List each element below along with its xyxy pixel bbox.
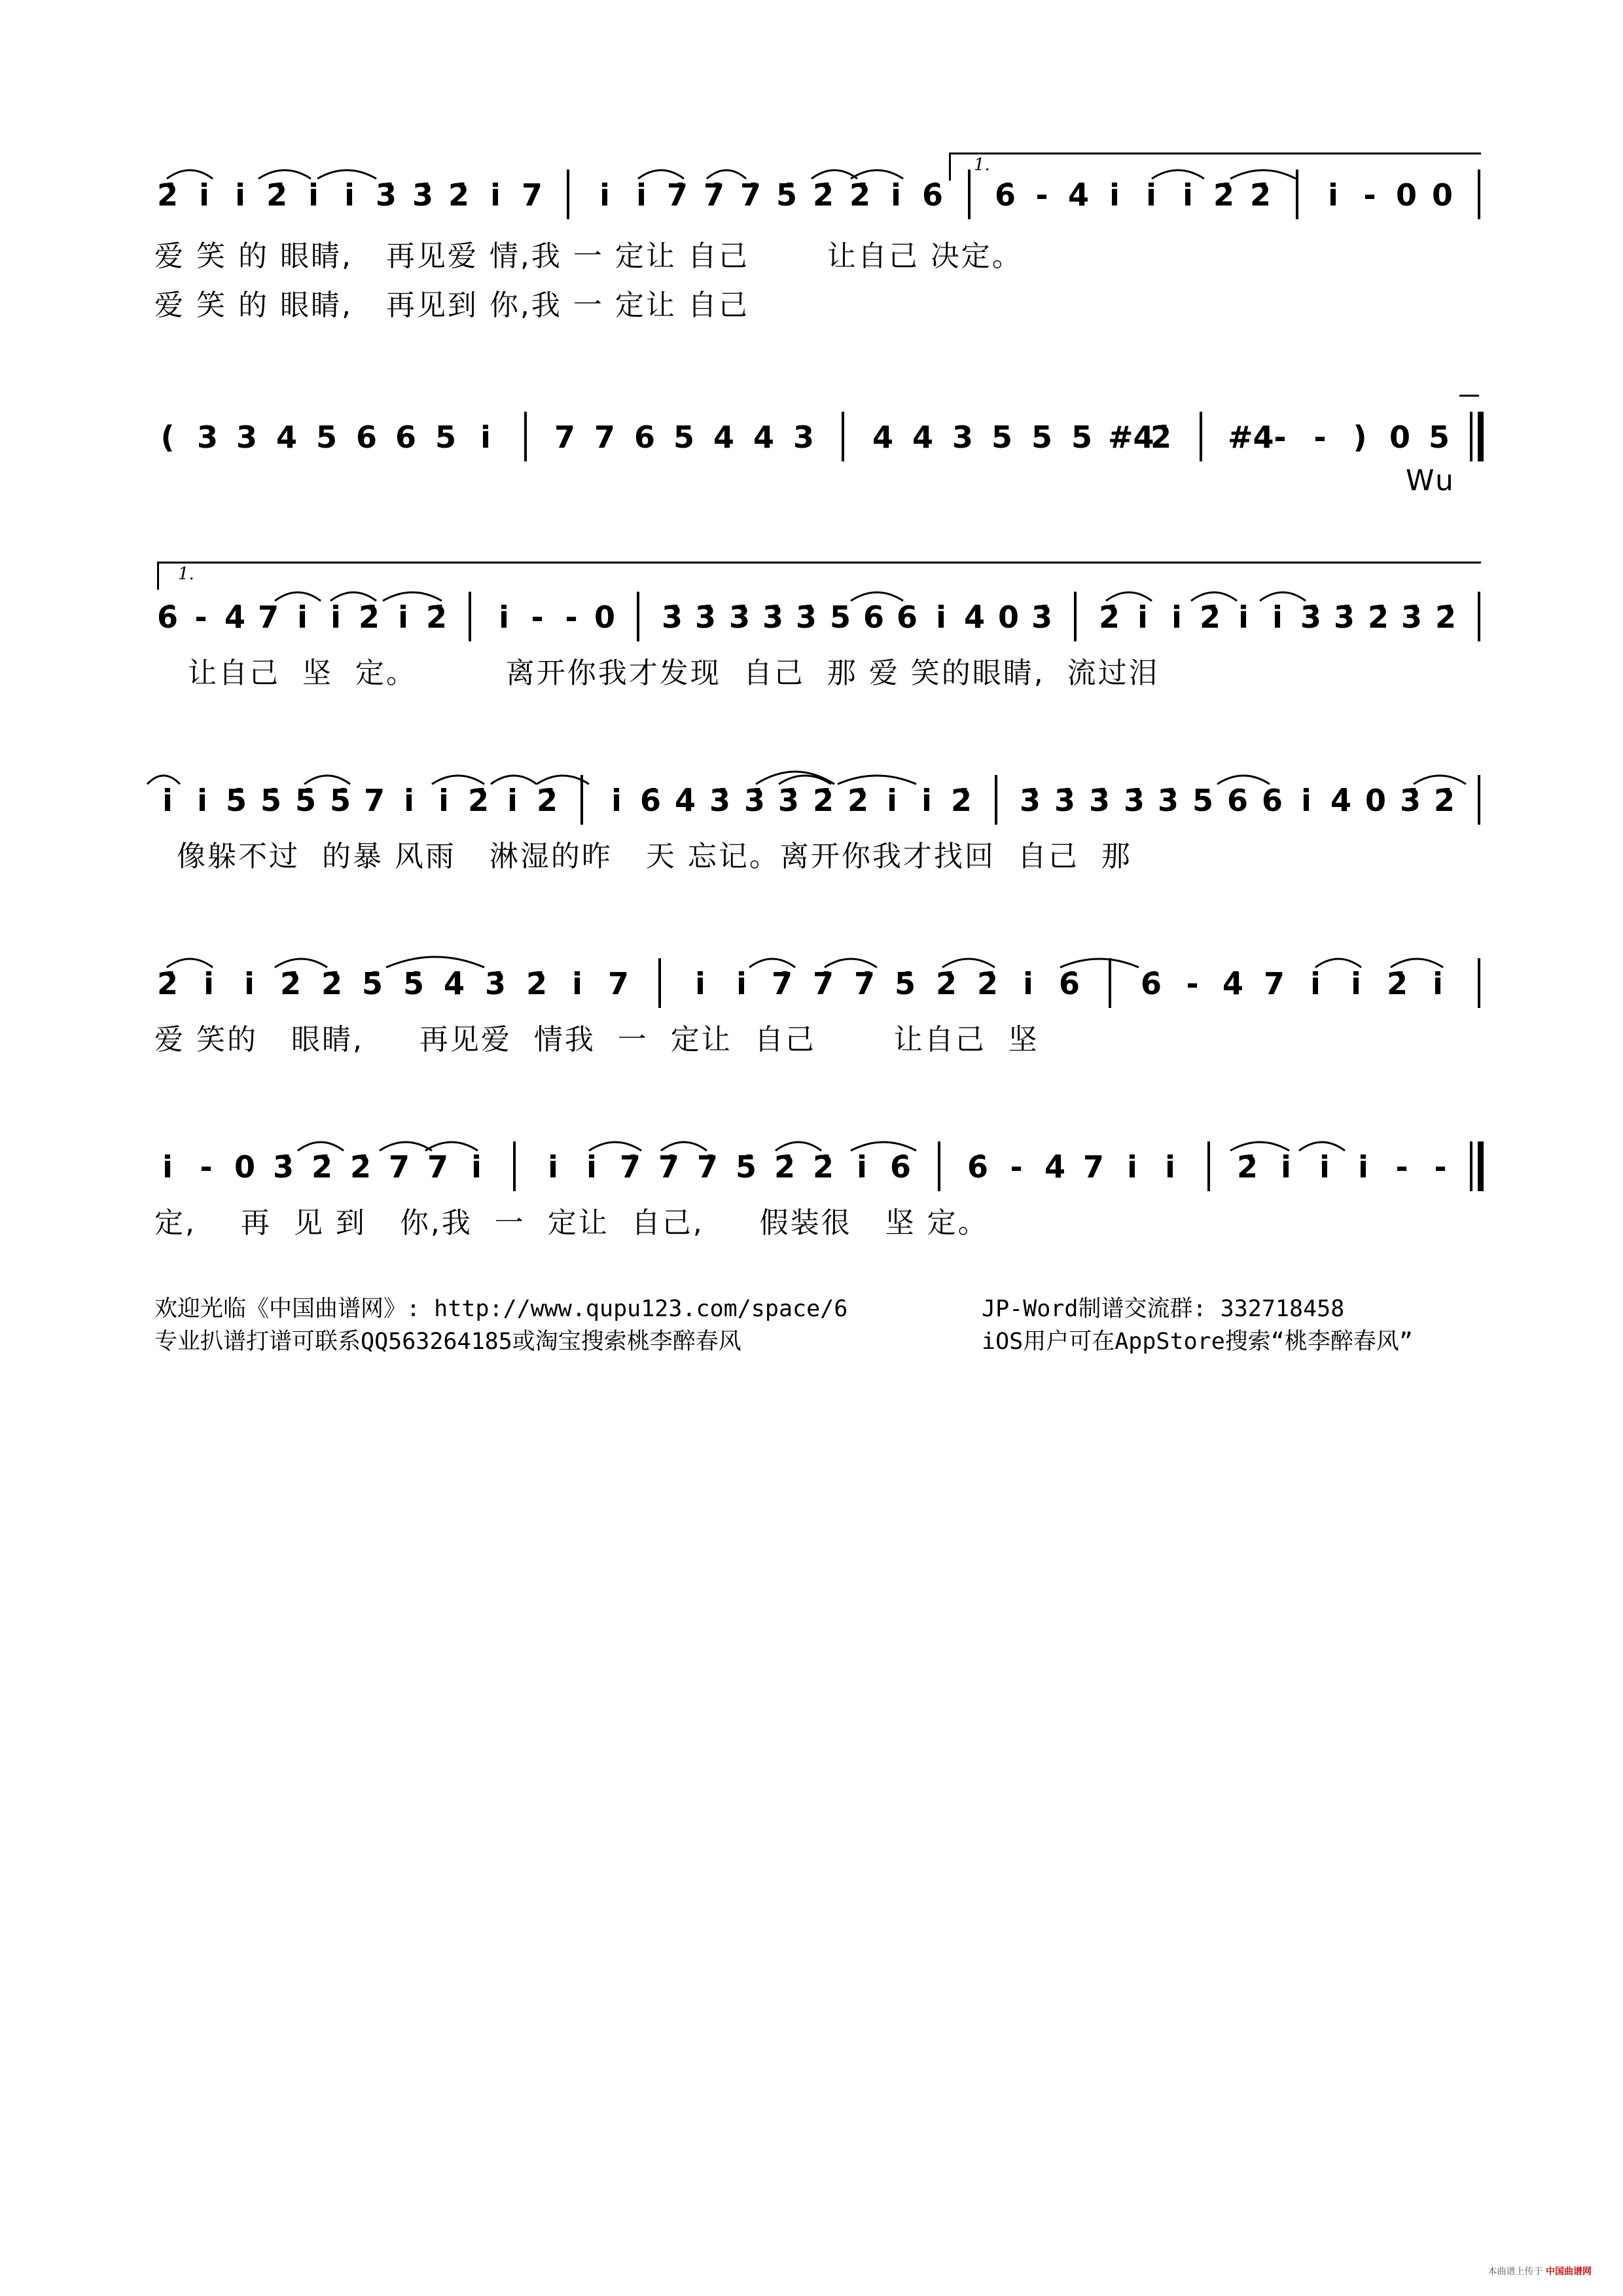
note: 7̇ — [771, 966, 793, 1001]
note: 2̇ — [1386, 966, 1408, 1001]
note: 6 — [355, 420, 377, 455]
note: 5 — [1031, 420, 1052, 455]
note: i̇ — [1433, 966, 1443, 1001]
note: - — [531, 600, 544, 635]
note: 6̇ — [1058, 966, 1080, 1001]
note: i̇ — [235, 177, 245, 213]
note: 2̇ — [279, 966, 301, 1001]
note: i̇ — [1272, 600, 1283, 635]
note: 6 — [896, 600, 918, 635]
note: 7̇ — [703, 177, 724, 213]
note: 4̇ — [1044, 1149, 1065, 1185]
note: 0 — [234, 1149, 255, 1185]
note: 6̇ — [921, 177, 943, 213]
note: i̇ — [548, 1149, 558, 1185]
note: 2̇ — [536, 783, 558, 818]
note: 5̇ — [776, 177, 797, 213]
note: 2̇ — [526, 966, 547, 1001]
notes-row — [0, 409, 1623, 465]
note: 2̇ — [847, 783, 868, 818]
note: i̇ — [244, 966, 255, 1001]
note: 5̇ — [225, 783, 247, 818]
note: 3̇ — [1123, 783, 1145, 818]
note: 7̇ — [666, 177, 688, 213]
note: 4 — [872, 420, 893, 455]
note: 4̇ — [443, 966, 465, 1001]
note: 4̇ — [1222, 966, 1243, 1001]
lyric-line-2: 爱 笑 的 眼睛, 再见到 你,我 一 定让 自己 — [154, 289, 749, 322]
note: 6 — [863, 600, 884, 635]
note: 2̇ — [349, 1149, 371, 1185]
barline — [842, 412, 844, 461]
note: i̇ — [398, 600, 408, 635]
note: i̇ — [308, 177, 319, 213]
note: 2̇ — [321, 966, 342, 1001]
note: 5 — [1428, 420, 1450, 455]
lyric-line-1: 让自己 坚 定。 离开你我才发现 自己 那 爱 笑的眼睛, 流过泪 — [154, 656, 1160, 690]
note: 3 — [236, 420, 257, 455]
note: 5̇ — [361, 966, 383, 1001]
note: 6̇ — [967, 1149, 988, 1185]
note: 3̇ — [694, 600, 716, 635]
lyric-line-1: 爱 笑的 眼睛, 再见爱 情我 一 定让 自己 让自己 坚 — [154, 1023, 1039, 1056]
note: 7̇ — [619, 1149, 641, 1185]
note: #4 — [1108, 420, 1154, 455]
note: i̇ — [736, 966, 747, 1001]
note: 7 — [521, 177, 543, 213]
note: 2̇ — [311, 1149, 332, 1185]
note: 2̇ — [950, 783, 972, 818]
lyric-wu: Wu — [1406, 464, 1455, 497]
note: 2̇ — [976, 966, 998, 1001]
note: i̇ — [1328, 177, 1338, 213]
note: - — [200, 1149, 213, 1185]
note: 3̇ — [1019, 783, 1041, 818]
note: i̇ — [438, 783, 449, 818]
note: - — [565, 600, 578, 635]
note: i̇ — [499, 600, 509, 635]
note: 6̇ — [639, 783, 661, 818]
note: 2̇ — [467, 783, 489, 818]
note: 4 — [912, 420, 933, 455]
note: 3 — [793, 420, 814, 455]
ties-layer — [0, 589, 1623, 648]
note: i̇ — [480, 420, 491, 455]
note: 0 — [1389, 420, 1410, 455]
note: - — [1313, 420, 1327, 455]
note: 2̇ — [266, 177, 287, 213]
note: 5 — [1192, 783, 1213, 818]
note: - — [1035, 177, 1048, 213]
note: i̇ — [204, 966, 214, 1001]
note: 4̇ — [674, 783, 696, 818]
note: i̇ — [936, 600, 946, 635]
note: 2̇ — [812, 177, 834, 213]
note: 3̇ — [1088, 783, 1110, 818]
note: ( — [160, 420, 175, 455]
note: 3̇ — [272, 1149, 294, 1185]
note: 5̇ — [894, 966, 916, 1001]
note: i̇ — [199, 177, 209, 213]
note: 7̇ — [658, 1149, 679, 1185]
note: i̇ — [404, 783, 414, 818]
barline — [1200, 412, 1202, 461]
note: 3̇ — [728, 600, 750, 635]
note: i̇ — [1238, 600, 1249, 635]
volta-bracket-2 — [157, 562, 1481, 590]
lyric-line-1: 像躲不过 的暴 风雨 淋湿的昨 天 忘记。离开你我才找回 自己 那 — [154, 840, 1132, 873]
note: 5̇ — [294, 783, 316, 818]
note: 2̇ — [1199, 600, 1221, 635]
note: 6̇ — [889, 1149, 911, 1185]
note: 7̇ — [696, 1149, 718, 1185]
volta-label-2: 1. — [178, 564, 194, 584]
note: 2̇ — [1213, 177, 1234, 213]
note: 5 — [673, 420, 694, 455]
note: - — [1363, 177, 1376, 213]
note: 2̇ — [156, 966, 178, 1001]
note: 7 — [607, 966, 629, 1001]
note: i̇ — [162, 1149, 173, 1185]
note: i̇ — [162, 783, 173, 818]
note: 5̇ — [402, 966, 424, 1001]
note: 6̇ — [994, 177, 1016, 213]
note: i̇ — [891, 177, 901, 213]
note: 6 — [1226, 783, 1248, 818]
ties-layer — [0, 772, 1623, 831]
note: 5̇ — [329, 783, 351, 818]
note: 3̇ — [375, 177, 397, 213]
note: 2̇ — [448, 177, 469, 213]
note: 3 — [952, 420, 973, 455]
note: - — [1186, 966, 1199, 1001]
note: 2̇ — [774, 1149, 795, 1185]
note: 2̇ — [1098, 600, 1120, 635]
note: i̇ — [695, 966, 705, 1001]
note: 4 — [753, 420, 774, 455]
note: 3̇ — [1333, 600, 1355, 635]
note: i̇ — [1109, 177, 1120, 213]
note: i̇ — [344, 177, 355, 213]
note: - — [194, 600, 207, 635]
note: 4 — [276, 420, 297, 455]
note: 7 — [427, 1149, 448, 1185]
note: 7 — [554, 420, 575, 455]
note: 6̇ — [156, 600, 178, 635]
note: 2̇ — [156, 177, 178, 213]
note: i̇ — [1183, 177, 1193, 213]
note: 7̇ — [812, 966, 834, 1001]
barline-thin — [1470, 412, 1472, 461]
note: 4 — [713, 420, 734, 455]
stamp-text: 本曲谱上传于 — [1488, 2267, 1543, 2277]
lyric-line-1: 爱 笑 的 眼睛, 再见爱 情,我 一 定让 自己 让自己 决定。 — [154, 240, 1023, 273]
ties-layer — [0, 956, 1623, 1014]
note: 4̇ — [1330, 783, 1351, 818]
note: 3̇ — [762, 600, 783, 635]
note: i̇ — [611, 783, 622, 818]
note: i̇ — [1351, 966, 1361, 1001]
note: 6 — [1261, 783, 1283, 818]
note: 6̇ — [1140, 966, 1162, 1001]
note: i̇ — [330, 600, 341, 635]
note: i̇ — [1165, 1149, 1175, 1185]
note: 5 — [991, 420, 1012, 455]
note: 7 — [388, 1149, 410, 1185]
note: 0 — [594, 600, 615, 635]
note: 0 — [997, 600, 1019, 635]
note: i̇ — [1310, 966, 1321, 1001]
note: 4̇ — [1067, 177, 1089, 213]
note: 2̇ — [1367, 600, 1389, 635]
note: 2̇ — [812, 783, 834, 818]
note: 2̇ — [425, 600, 447, 635]
note: 3̇ — [777, 783, 799, 818]
note: 2̇ — [849, 177, 870, 213]
note: 4̇ — [963, 600, 985, 635]
note: i̇ — [572, 966, 582, 1001]
note: 3̇ — [1300, 600, 1321, 635]
note: i̇ — [1023, 966, 1033, 1001]
note: 7̇ — [853, 966, 875, 1001]
footer-site-link[interactable]: 欢迎光临《中国曲谱网》: http://www.qupu123.com/space/6 — [154, 1296, 848, 1322]
note: - — [1274, 420, 1287, 455]
note: 2̇ — [358, 600, 380, 635]
barline — [524, 412, 527, 461]
note: 2̇ — [1249, 177, 1271, 213]
footer-group-info: JP-Word制谱交流群: 332718458 — [982, 1296, 1345, 1322]
note: 2̇ — [812, 1149, 834, 1185]
note: 2̇ — [1433, 783, 1455, 818]
footer-ios-info: iOS用户可在AppStore搜索“桃李醉春风” — [982, 1329, 1413, 1355]
note: 5 — [315, 420, 337, 455]
note: i̇ — [1358, 1149, 1368, 1185]
note: i̇ — [887, 783, 897, 818]
note: 3̇ — [1400, 600, 1422, 635]
note: 7 — [257, 600, 279, 635]
note: 3̇ — [484, 966, 506, 1001]
note: - — [1434, 1149, 1447, 1185]
note: 6 — [395, 420, 416, 455]
note: 5 — [829, 600, 851, 635]
barline — [1478, 412, 1484, 461]
note: 3̇ — [1031, 600, 1052, 635]
note: i̇ — [197, 783, 207, 818]
note: 7̇ — [740, 177, 761, 213]
watermark-stamp — [1488, 2265, 1592, 2278]
volta-label-1: 1. — [974, 155, 990, 175]
note: 0 — [1395, 177, 1417, 213]
ties-layer — [0, 1139, 1623, 1198]
note: i̇ — [1301, 783, 1311, 818]
note: 3 — [196, 420, 218, 455]
note: i̇ — [297, 600, 308, 635]
note: - — [1395, 1149, 1408, 1185]
note: i̇ — [586, 1149, 597, 1185]
note: 5 — [435, 420, 456, 455]
note: 2̇ — [1236, 1149, 1258, 1185]
note: 3̇ — [412, 177, 433, 213]
note: 2̇ — [935, 966, 957, 1001]
stamp-brand: 中国曲谱网 — [1546, 2267, 1592, 2277]
note: 0 — [1364, 783, 1386, 818]
note: 3̇ — [795, 600, 817, 635]
note: 2̇ — [1150, 420, 1171, 455]
note: 3̇ — [1054, 783, 1075, 818]
note: 3̇ — [709, 783, 730, 818]
note: i̇ — [1137, 600, 1148, 635]
note: 3̇ — [1399, 783, 1421, 818]
note: i̇ — [507, 783, 518, 818]
note: i̇ — [636, 177, 647, 213]
note: i̇ — [471, 1149, 482, 1185]
note: i̇ — [599, 177, 610, 213]
note: i̇ — [921, 783, 932, 818]
lyric-line-1: 定, 再 见 到 你,我 一 定让 自己, 假装很 坚 定。 — [154, 1206, 989, 1240]
note: 7 — [363, 783, 385, 818]
note: 7 — [1263, 966, 1285, 1001]
note: i̇ — [1171, 600, 1182, 635]
note: ) — [1353, 420, 1367, 455]
note: i̇ — [1127, 1149, 1137, 1185]
note: i̇ — [1146, 177, 1156, 213]
note: i̇ — [1281, 1149, 1291, 1185]
note: #4 — [1228, 420, 1274, 455]
ties-layer — [0, 167, 1623, 226]
note: 5̇ — [735, 1149, 757, 1185]
note: i̇ — [1319, 1149, 1330, 1185]
note: 5 — [1071, 420, 1092, 455]
note: 0 — [1431, 177, 1453, 213]
note: i̇ — [857, 1149, 867, 1185]
note: i̇ — [490, 177, 501, 213]
note: 7 — [594, 420, 615, 455]
note: 5̇ — [260, 783, 281, 818]
note: 6 — [633, 420, 655, 455]
note: 2̇ — [1435, 600, 1456, 635]
note: 3̇ — [743, 783, 765, 818]
note: 7 — [1082, 1149, 1104, 1185]
note: 4̇ — [224, 600, 245, 635]
note: - — [1010, 1149, 1023, 1185]
note: 3̇ — [1157, 783, 1179, 818]
note: 3̇ — [661, 600, 683, 635]
footer-contact: 专业扒谱打谱可联系QQ563264185或淘宝搜索桃李醉春风 — [154, 1329, 741, 1355]
